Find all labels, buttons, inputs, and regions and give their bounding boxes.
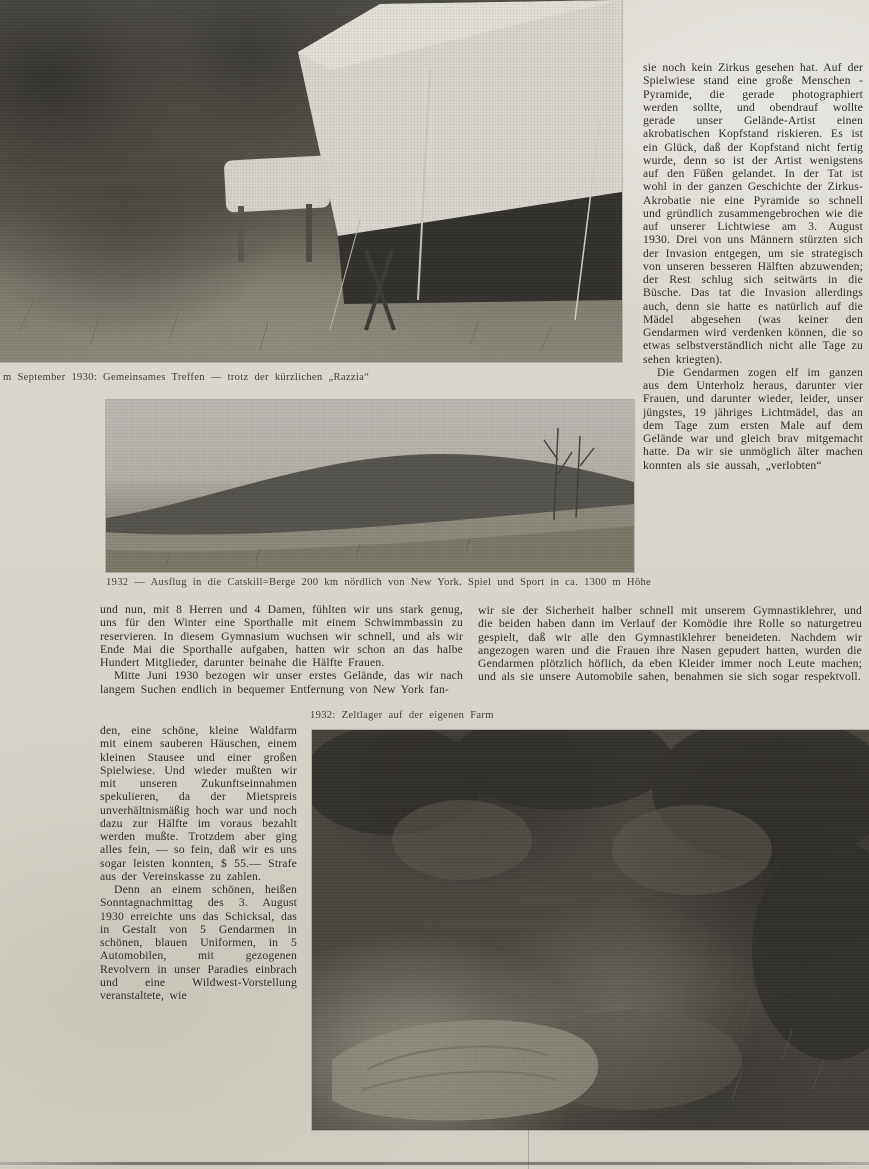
photo-farm-tent-camp (312, 730, 869, 1130)
caption-top-photo (3, 372, 369, 384)
right-column-para1: sie noch kein Zirkus gesehen hat. Auf der Spielwiese stand eine große Menschen - Pyramide, die gerade photographiert werden sollte, und obendrauf wollte gerade unser Gelände-Artist einen akrobatischen Kopfstand riskieren. Es ist ein Glück, daß der Kopfstand nicht fertig wurde, denn so ist der Artist wenigstens auf den Füßen gelandet. In der Tat ist wohl in der ganzen Geschichte der Zirkus-Akrobatie nie eine Pyramide so schnell und gründlich zusammengebrochen wie die auf unserer Lichtwiese am 3. August 1930. Drei von uns Männern stürzten sich der Invasion entgegen, um sie strategisch von unseren besseren Hälften abzuwenden; der Rest schlug sich seitwärts in die Büsche. Das tat die Invasion allerdings auch, denn sie hatte es natürlich auf die Mädel abgesehen (was keiner den Gendarmen wird verdenken können, die so etwas selbstverständlich nicht alle Tage zu sehen kriegten). (643, 61, 863, 366)
caption-bottom-photo-text: 1932: Zeltlager auf der eigenen Farm (310, 710, 494, 721)
bottom-wide-column (478, 604, 862, 684)
right-column (643, 61, 863, 472)
left-wide-para1: und nun, mit 8 Herren und 4 Damen, fühlten wir uns stark genug, uns für den Winter eine Sporthalle mit einem Schwimmbassin zu reservieren. In diesem Gymnasium wuchsen wir schnell, und als wir Ende Mai die Sporthalle aufgaben, hatten wir schon an das halbe Hundert Mitglieder, darunter beinahe die Hälfte Frauen. (100, 603, 463, 669)
caption-top-photo-text: m September 1930: Gemeinsames Treffen — trotz der kürzlichen „Razzia“ (3, 372, 370, 383)
bottom-wide-para1: wir sie der Sicherheit halber schnell mit unserem Gymnastiklehrer, und die beiden haben dann im Verlauf der Komödie ihre Rolle so naturgetreu gespielt, daß wir alle den Gymnastiklehrer beneideten. Nachdem wir angezogen waren und die Frauen ihre Nasen gepudert hatten, wurden die Gendarmen plötzlich höflich, da eben Kleider immer noch Leute machen; und als sie unsere Automobile sahen, benahmen sie sich sogar respektvoll. (478, 604, 862, 684)
caption-middle-photo (106, 577, 651, 589)
photo-top-tent-shape (0, 0, 622, 362)
photo-camp-meeting (0, 0, 622, 362)
scan-bottom-edge (0, 1162, 869, 1165)
caption-middle-photo-text: 1932 — Ausflug in die Catskill=Berge 200 km nördlich von New York. Spiel und Sport in ca. 1300 m Höhe (106, 577, 652, 588)
left-narrow-column (100, 724, 297, 1002)
photo-bottom-foliage-shape (312, 730, 869, 1130)
left-wide-column (100, 603, 463, 696)
left-wide-para2: Mitte Juni 1930 bezogen wir unser erstes Gelände, das wir nach langem Suchen endlich in bequemer Entfernung von New York fan- (100, 669, 463, 696)
left-narrow-para2: Denn an einem schönen, heißen Sonntagnachmittag des 3. August 1930 erreichte uns das Schicksal, das in Gestalt von 5 Gendarmen in schönen, blauen Uniformen, in 5 Automobilen, mit gezogenen Revolvern in unser Paradies einbrach und eine Wildwest-Vorstellung veranstaltete, wie (100, 883, 297, 1002)
right-column-para2: Die Gendarmen zogen elf im ganzen aus dem Unterholz heraus, darunter vier Frauen, und darunter wieder, leider, unser jüngstes, 19 jähriges Lichtmädel, das an dem Tage zum ersten Male auf dem Gelände war und gleich brav mitgemacht hatte. Da wir sie unmöglich älter machen konnten als sie aussah, „verlobten“ (643, 365, 863, 472)
caption-bottom-photo (310, 710, 494, 722)
left-narrow-para1: den, eine schöne, kleine Waldfarm mit einem sauberen Häuschen, einem kleinen Stausee und einer großen Spielwiese. Und wieder mußten wir mit unseren Zukunftseinnahmen spekulieren, da der Mietspreis unverhältnismäßig hoch war und noch dazu zur Hälfte im voraus bezahlt werden mußte. Trotzdem aber ging alles fein, — so fein, daß wir es uns sogar leisten konnten, $ 55.— Strafe aus der Vereinskasse zu zahlen. (100, 724, 297, 883)
photo-catskill-outing (106, 400, 634, 572)
photo-middle-hill-shape (106, 400, 634, 572)
